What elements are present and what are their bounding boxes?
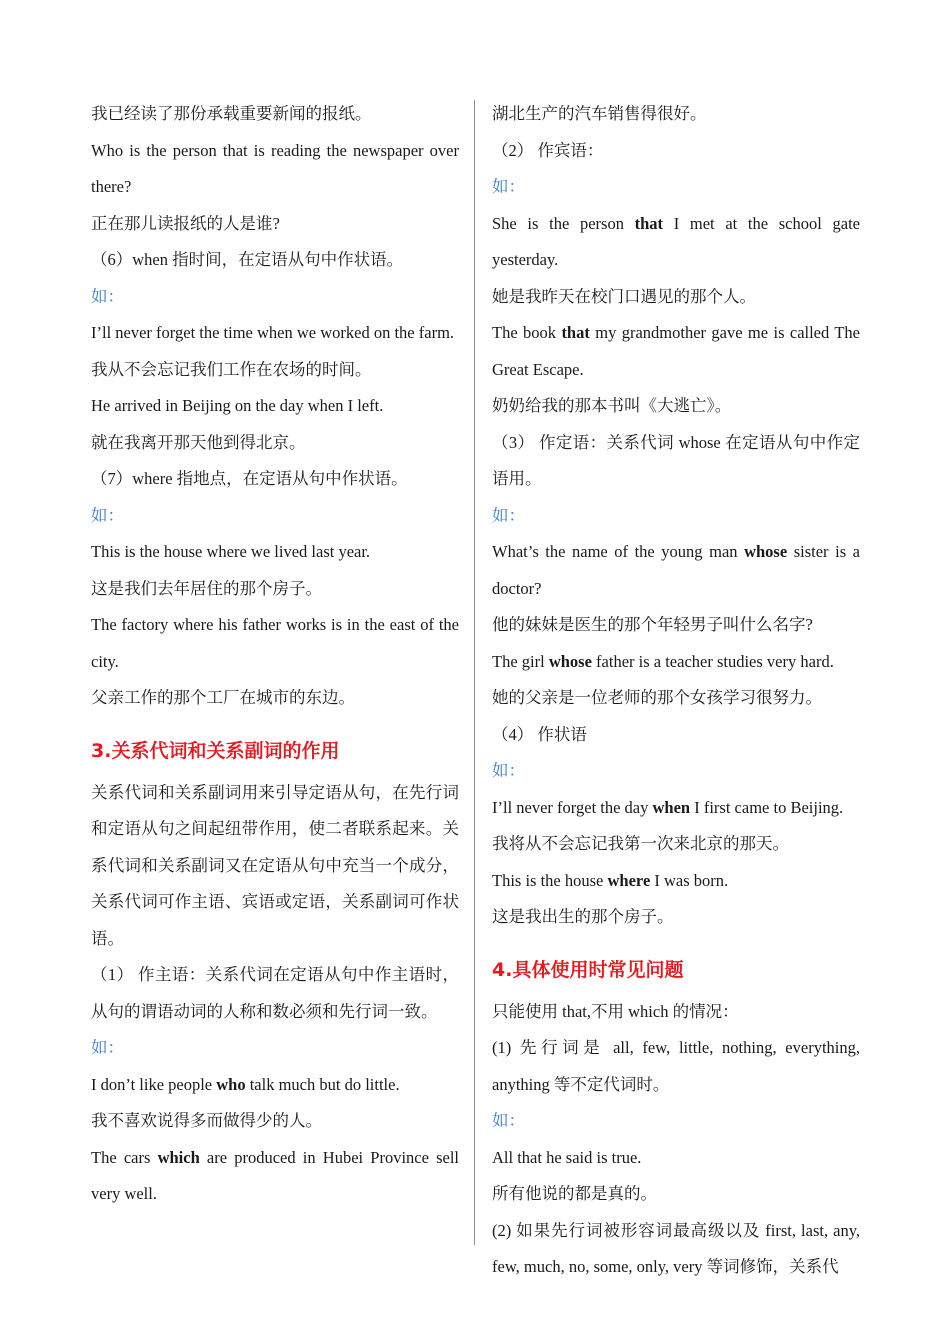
sentence-text: I’ll never forget the day bbox=[492, 797, 653, 817]
example-label: 如： bbox=[492, 505, 525, 525]
paragraph: 我已经读了那份承载重要新闻的报纸。 bbox=[91, 104, 372, 123]
relative-word: that bbox=[561, 323, 590, 342]
example-sentence bbox=[492, 790, 860, 827]
paragraph: 奶奶给我的那本书叫《大逃亡》。 bbox=[492, 396, 732, 415]
example-sentence bbox=[492, 206, 860, 279]
example-sentence bbox=[492, 863, 860, 900]
sentence-text: my grandmother gave me is called The Great Escape. bbox=[492, 323, 860, 379]
paragraph: The factory where his father works is in the east of the city. bbox=[91, 615, 459, 671]
relative-word: where bbox=[607, 870, 651, 890]
paragraph: 就在我离开那天他到得北京。 bbox=[91, 432, 306, 452]
paragraph: 他的妹妹是医生的那个年轻男子叫什么名字? bbox=[492, 615, 813, 634]
paragraph: (2) 如果先行词被形容词最高级以及 first, last, any, few, much, no, some, only, very 等词修饰，关系代 bbox=[492, 1220, 860, 1276]
example-label: 如： bbox=[91, 1038, 124, 1057]
left-column bbox=[91, 96, 459, 1213]
relative-word: who bbox=[216, 1074, 246, 1094]
sentence-text: What’s the name of the young man bbox=[492, 542, 745, 561]
sentence-text: This is the house bbox=[492, 870, 608, 890]
paragraph: 她是我昨天在校门口遇见的那个人。 bbox=[492, 286, 756, 306]
column-divider bbox=[474, 100, 475, 1245]
example-sentence bbox=[492, 534, 860, 607]
paragraph: （7）where 指地点，在定语从句中作状语。 bbox=[91, 469, 408, 488]
paragraph: （3） 作定语：关系代词 whose 在定语从句中作定语用。 bbox=[492, 432, 860, 488]
example-label: 如： bbox=[91, 286, 124, 306]
example-label: 如： bbox=[492, 177, 525, 196]
relative-word: which bbox=[157, 1147, 200, 1167]
paragraph: （2） 作宾语： bbox=[492, 140, 604, 160]
paragraph: 湖北生产的汽车销售得很好。 bbox=[492, 104, 707, 123]
example-sentence bbox=[91, 1140, 459, 1213]
sentence-text: I don’t like people bbox=[91, 1074, 217, 1094]
sentence-text: sister is a doctor? bbox=[492, 542, 860, 598]
example-label: 如： bbox=[91, 505, 124, 525]
sentence-text: She is the person bbox=[492, 213, 635, 233]
example-label: 如： bbox=[492, 761, 525, 780]
paragraph: 我从不会忘记我们工作在农场的时间。 bbox=[91, 359, 372, 379]
relative-word: that bbox=[634, 213, 664, 233]
sentence-text: are produced in Hubei Province sell very well. bbox=[91, 1147, 460, 1203]
sentence-text: I met at the school gate yesterday. bbox=[492, 213, 860, 269]
sentence-text: father is a teacher studies very hard. bbox=[591, 651, 834, 671]
paragraph: 这是我们去年居住的那个房子。 bbox=[91, 578, 322, 598]
section-heading: 3.关系代词和关系副词的作用 bbox=[91, 739, 340, 762]
paragraph: (1) 先行词是 all, few, little, nothing, everything, anything 等不定代词时。 bbox=[492, 1038, 860, 1094]
sentence-text: talk much but do little. bbox=[245, 1074, 400, 1094]
relative-word: when bbox=[652, 797, 691, 817]
right-column bbox=[492, 96, 860, 1286]
example-label: 如： bbox=[492, 1111, 525, 1130]
paragraph: 我将从不会忘记我第一次来北京的那天。 bbox=[492, 834, 789, 853]
paragraph: 她的父亲是一位老师的那个女孩学习很努力。 bbox=[492, 688, 822, 707]
paragraph: 我不喜欢说得多而做得少的人。 bbox=[91, 1111, 322, 1130]
paragraph: 只能使用 that,不用 which 的情况： bbox=[492, 1001, 739, 1021]
sentence-text: The cars bbox=[91, 1147, 158, 1167]
paragraph: （6）when 指时间，在定语从句中作状语。 bbox=[91, 250, 404, 269]
paragraph: Who is the person that is reading the newspaper over there? bbox=[91, 140, 459, 196]
paragraph: This is the house where we lived last year. bbox=[91, 542, 371, 561]
paragraph: 正在那儿读报纸的人是谁? bbox=[91, 213, 280, 233]
example-sentence bbox=[91, 1067, 459, 1104]
sentence-text: The girl bbox=[492, 651, 549, 671]
paragraph: 所有他说的都是真的。 bbox=[492, 1184, 657, 1203]
paragraph: 关系代词和关系副词用来引导定语从句，在先行词和定语从句之间起纽带作用，使二者联系起来。关系代词和关系副词又在定语从句中充当一个成分，关系代词可作主语、宾语或定语，关系副词可作状语。 bbox=[91, 782, 459, 948]
sentence-text: I was born. bbox=[650, 870, 729, 890]
paragraph: 这是我出生的那个房子。 bbox=[492, 907, 674, 926]
paragraph: 父亲工作的那个工厂在城市的东边。 bbox=[91, 688, 355, 707]
section-heading: 4.具体使用时常见问题 bbox=[492, 958, 684, 981]
relative-word: whose bbox=[548, 651, 592, 671]
example-sentence bbox=[492, 315, 860, 388]
relative-word: whose bbox=[744, 542, 788, 561]
paragraph: （4） 作状语 bbox=[492, 724, 587, 744]
paragraph: （1） 作主语：关系代词在定语从句中作主语时，从句的谓语动词的人称和数必须和先行词一致。 bbox=[91, 965, 459, 1021]
paragraph: All that he said is true. bbox=[492, 1147, 642, 1167]
sentence-text: The book bbox=[492, 323, 562, 342]
paragraph: He arrived in Beijing on the day when I left. bbox=[91, 396, 384, 415]
example-sentence bbox=[492, 644, 860, 681]
sentence-text: I first came to Beijing. bbox=[690, 797, 844, 817]
paragraph: I’ll never forget the time when we worked on the farm. bbox=[91, 323, 455, 342]
